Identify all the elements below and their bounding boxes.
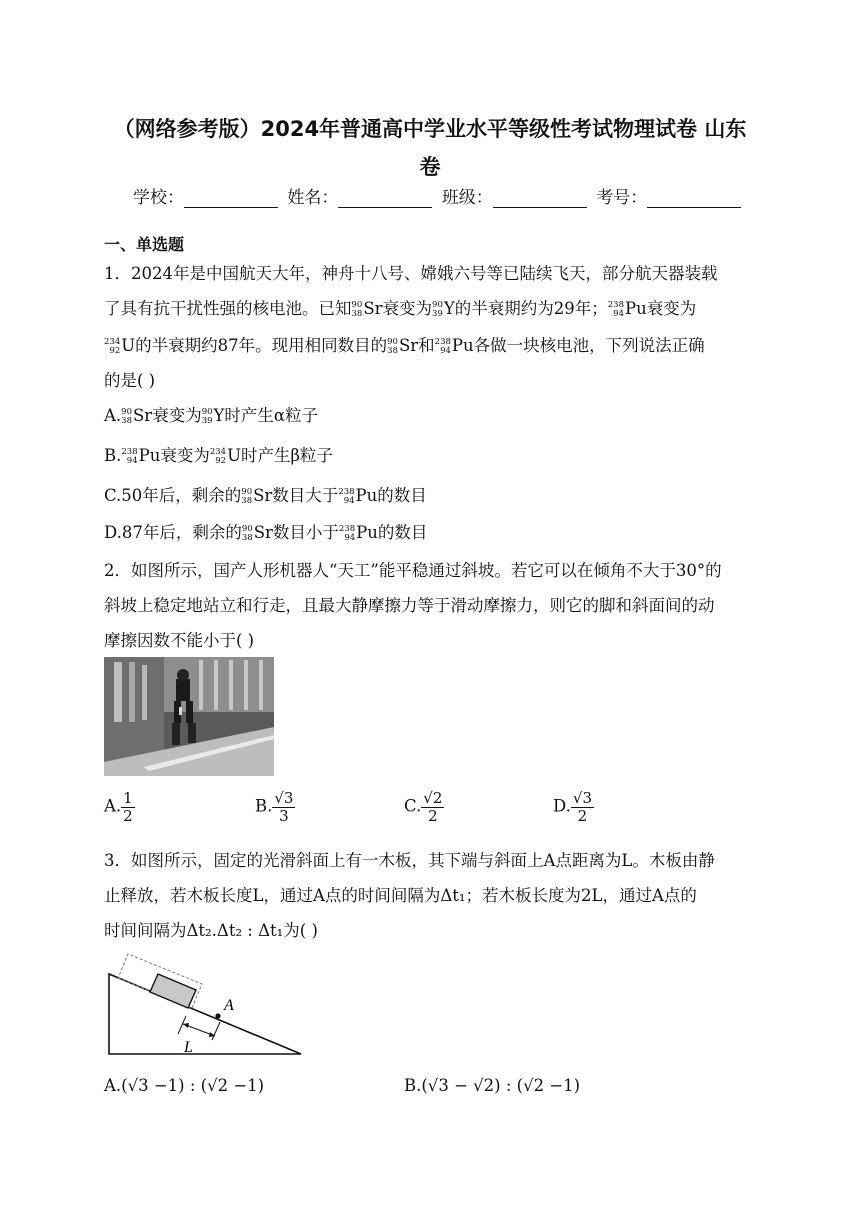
q3-line-3: 时间间隔为Δt₂.Δt₂ : Δt₁为( ) xyxy=(104,921,318,940)
field-id-blank[interactable] xyxy=(647,189,741,208)
field-name-label: 姓名： xyxy=(287,188,339,208)
q1-line-4: 的是( ) xyxy=(104,371,156,390)
isotope-u: 234 92 xyxy=(104,337,121,356)
q1-option-c[interactable]: C.50年后，剩余的 90 38 Sr数目大于 238 94 Pu的数目 xyxy=(104,486,427,506)
title-line-1: （网络参考版）2024年普通高中学业水平等级性考试物理试卷 山东 xyxy=(113,117,747,141)
q2-option-c[interactable]: C. $\frac{√2}{2}$ xyxy=(404,789,443,825)
q2-line-2: 斜坡上稳定地站立和行走，且最大静摩擦力等于滑动摩擦力，则它的脚和斜面间的动 xyxy=(104,596,715,615)
student-info-fields xyxy=(133,183,745,208)
q3-option-b[interactable]: B.(√3 − √2) : (√2 −1) xyxy=(404,1076,581,1095)
incline-board-diagram xyxy=(104,952,309,1058)
q3-line-1: 3．如图所示，固定的光滑斜面上有一木板，其下端与斜面上A点距离为L。木板由静 xyxy=(104,851,715,870)
title-line-2: 卷 xyxy=(419,155,441,179)
q3-option-a[interactable]: A.(√3 −1) : (√2 −1) xyxy=(104,1076,265,1095)
isotope-sr: 90 38 xyxy=(351,300,363,319)
isotope-pu: 238 94 xyxy=(607,300,624,319)
q1-line-2: 了具有抗干扰性强的核电池。已知 90 38 Sr衰变为 90 39 Y的半衰期约为29年； 238 94 Pu衰变为 xyxy=(104,299,697,319)
field-class-label: 班级： xyxy=(441,188,493,208)
section-title: 一、单选题 xyxy=(104,235,185,254)
q2-option-a[interactable]: A. $\frac{1}{2}$ xyxy=(104,789,133,825)
q1-option-b[interactable]: B. 238 94 Pu衰变为 234 92 U时产生β粒子 xyxy=(104,446,334,466)
point-a-marker xyxy=(215,1013,220,1018)
field-id-label: 考号： xyxy=(596,188,648,208)
field-school-blank[interactable] xyxy=(184,189,278,208)
field-school-label: 学校： xyxy=(133,188,184,208)
q2-option-b[interactable]: B. $\frac{√3}{3}$ xyxy=(255,789,294,825)
q1-option-d[interactable]: D.87年后，剩余的 90 38 Sr数目小于 238 94 Pu的数目 xyxy=(104,523,428,543)
q1-option-a[interactable]: A. 90 38 Sr衰变为 90 39 Y时产生α粒子 xyxy=(104,406,319,426)
q2-line-3: 摩擦因数不能小于( ) xyxy=(104,631,255,650)
field-class-blank[interactable] xyxy=(493,189,587,208)
isotope-y: 90 39 xyxy=(432,300,443,319)
length-l-label: L xyxy=(184,1039,193,1056)
q1-line-1: 1．2024年是中国航天大年，神舟十八号、嫦娥六号等已陆续飞天，部分航天器装载 xyxy=(104,264,718,283)
field-name-blank[interactable] xyxy=(338,189,432,208)
q2-option-d[interactable]: D. $\frac{√3}{2}$ xyxy=(553,789,592,825)
robot-on-slope-photo xyxy=(104,657,274,776)
q2-line-1: 2．如图所示，国产人形机器人“天工”能平稳通过斜坡。若它可以在倾角不大于30°的 xyxy=(104,561,722,580)
document-title xyxy=(80,110,780,186)
q1-line-3: 234 92 U的半衰期约87年。现用相同数目的 90 38 Sr和 238 94 Pu各做一块核电池，下列说法正确 xyxy=(104,336,705,356)
q3-line-2: 止释放，若木板长度L，通过A点的时间间隔为Δt₁；若木板长度为2L，通过A点的 xyxy=(104,886,697,905)
point-a-label: A xyxy=(224,997,234,1014)
